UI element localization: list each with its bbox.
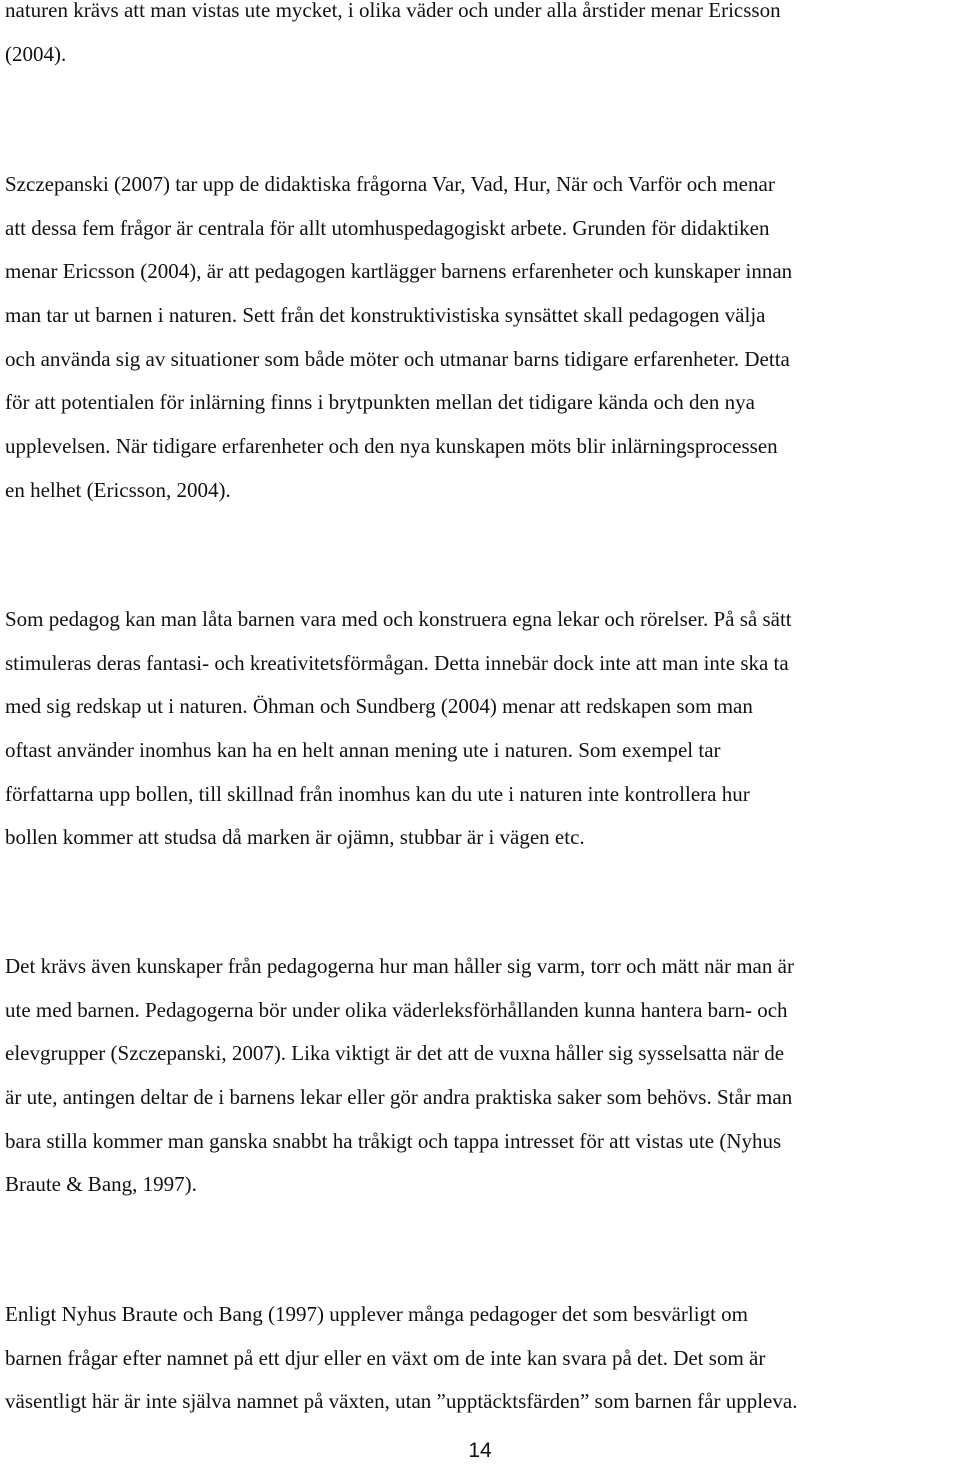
text-line: barnen frågar efter namnet på ett djur eller en växt om de inte kan svara på det. Det som är xyxy=(5,1345,766,1370)
paragraph-4 xyxy=(5,945,957,1207)
text-line: Szczepanski (2007) tar upp de didaktiska frågorna Var, Vad, Hur, När och Varför och menar xyxy=(5,172,775,196)
text-line: Enligt Nyhus Braute och Bang (1997) upplever många pedagoger det som besvärligt om xyxy=(5,1302,748,1326)
text-line: naturen krävs att man vistas ute mycket, i olika väder och under alla årstider menar Ericsson xyxy=(5,0,781,22)
text-line: är ute, antingen deltar de i barnens lekar eller gör andra praktiska saker som behövs. Står man xyxy=(5,1085,793,1110)
text-line: författarna upp bollen, till skillnad från inomhus kan du ute i naturen inte kontrollera hur xyxy=(5,781,750,806)
paragraph-2 xyxy=(5,163,957,513)
text-line: bollen kommer att studsa då marken är ojämn, stubbar är i vägen etc. xyxy=(5,825,585,850)
text-line: Som pedagog kan man låta barnen vara med och konstruera egna lekar och rörelser. På så sätt xyxy=(5,607,792,631)
paragraph-1 xyxy=(5,0,957,76)
text-line: elevgrupper (Szczepanski, 2007). Lika viktigt är det att de vuxna håller sig sysselsatta när de xyxy=(5,1041,785,1066)
text-line: oftast använder inomhus kan ha en helt annan mening ute i naturen. Som exempel tar xyxy=(5,738,721,763)
text-line: att dessa fem frågor är centrala för allt utomhuspedagogiskt arbete. Grunden för didaktiken xyxy=(5,215,770,240)
text-line: med sig redskap ut i naturen. Öhman och Sundberg (2004) menar att redskapen som man xyxy=(5,694,753,719)
text-line: väsentligt här är inte själva namnet på växten, utan ”upptäcktsfärden” som barnen får uppleva. xyxy=(5,1389,798,1414)
text-line: (2004). xyxy=(5,41,67,66)
page-number: 14 xyxy=(468,1439,492,1462)
text-line: man tar ut barnen i naturen. Sett från det konstruktivistiska synsättet skall pedagogen välja xyxy=(5,303,766,328)
text-line: bara stilla kommer man ganska snabbt ha tråkigt och tappa intresset för att vistas ute (Nyhus xyxy=(5,1128,782,1153)
text-line: Braute & Bang, 1997). xyxy=(5,1172,197,1197)
text-line: för att potentialen för inlärning finns i brytpunkten mellan det tidigare kända och den nya xyxy=(5,390,755,415)
text-line: en helhet (Ericsson, 2004). xyxy=(5,477,231,502)
text-line: stimuleras deras fantasi- och kreativitetsförmågan. Detta innebär dock inte att man inte ska ta xyxy=(5,650,789,675)
paragraph-3 xyxy=(5,598,957,860)
text-line: upplevelsen. När tidigare erfarenheter och den nya kunskapen möts blir inlärningsprocessen xyxy=(5,434,778,459)
text-line: och använda sig av situationer som både möter och utmanar barns tidigare erfarenheter. Detta xyxy=(5,346,790,371)
text-line: menar Ericsson (2004), är att pedagogen kartlägger barnens erfarenheter och kunskaper innan xyxy=(5,259,793,284)
paragraph-5 xyxy=(5,1293,957,1424)
text-line: Det krävs även kunskaper från pedagogerna hur man håller sig varm, torr och mätt när man är xyxy=(5,954,794,978)
text-line: ute med barnen. Pedagogerna bör under olika väderleksförhållanden kunna hantera barn- och xyxy=(5,997,788,1022)
